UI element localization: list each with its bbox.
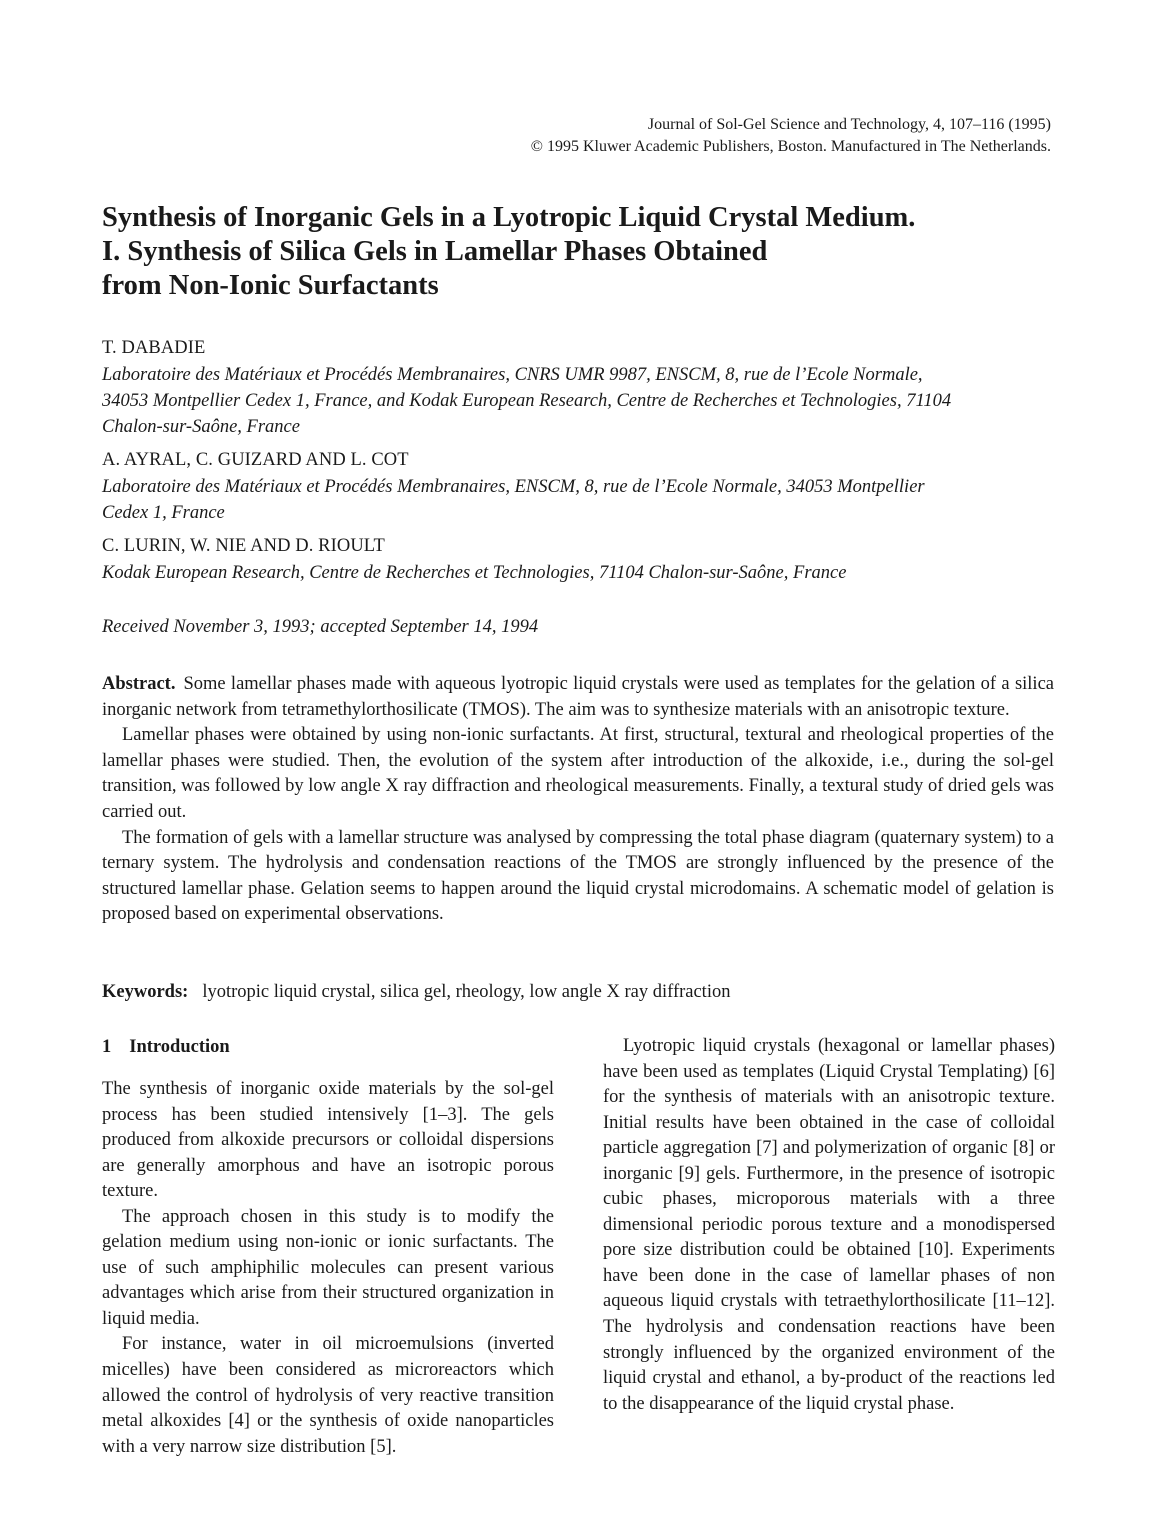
author-group [102, 448, 1054, 526]
section-title: Introduction [129, 1037, 230, 1057]
affiliation-line: Kodak European Research, Centre de Recherches et Technologies, 71104 Chalon-sur-Saône, France [102, 563, 847, 583]
body-paragraph: The approach chosen in this study is to modify the gelation medium using non-ionic or ionic surfactants. The use of such amphiphilic molecules can present various advantages which arise from their structured organization in liquid media. [102, 1206, 554, 1329]
affiliation-line: Laboratoire des Matériaux et Procédés Membranaires, ENSCM, 8, rue de l’Ecole Normale, 34053 Montpellier [102, 477, 925, 497]
abstract [102, 672, 1054, 928]
section-number: 1 [102, 1037, 112, 1057]
affiliation-line: Laboratoire des Matériaux et Procédés Membranaires, CNRS UMR 9987, ENSCM, 8, rue de l’Ecole Normale, [102, 365, 923, 385]
received-dates: Received November 3, 1993; accepted September 14, 1994 [102, 617, 539, 637]
keywords [102, 979, 730, 1005]
body-paragraph: The synthesis of inorganic oxide materials by the sol-gel process has been studied intensively [1–3]. The gels produced from alkoxide precursors or colloidal dispersions are generally amorphous and have an isotropic porous texture. [102, 1079, 554, 1202]
abstract-paragraph: The formation of gels with a lamellar structure was analysed by compressing the total phase diagram (quaternary system) to a ternary system. The hydrolysis and condensation reactions of the TMOS are strongly influenced by the presence of the structured lamellar phase. Gelation seems to happen around the liquid crystal microdomains. A schematic model of gelation is proposed based on experimental observations. [102, 827, 1054, 925]
author-group [102, 534, 1054, 586]
body-paragraph: Lyotropic liquid crystals (hexagonal or lamellar phases) have been used as templates (Liquid Crystal Templating) [6] for the synthesis of materials with an anisotropic texture. Initial results have been obtained in the case of colloidal particle aggregation [7] and polymerization of organic [8] or inorganic [9] gels. Furthermore, in the presence of isotropic cubic phases, microporous materials with a three dimensional periodic porous texture and a monodispersed pore size distribution could be obtained [10]. Experiments have been done in the case of lamellar phases of non aqueous liquid crystals with tetraethylorthosilicate [11–12]. The hydrolysis and condensation reactions have been strongly influenced by the organized environment of the liquid crystal and ethanol, a by-product of the reactions led to the disappearance of the liquid crystal phase. [603, 1036, 1055, 1414]
affiliation-line: 34053 Montpellier Cedex 1, France, and Kodak European Research, Centre de Recherches et Technologies, 71104 [102, 391, 952, 411]
abstract-label: Abstract. [102, 674, 176, 694]
abstract-paragraph: Lamellar phases were obtained by using non-ionic surfactants. At first, structural, textural and rheological properties of the lamellar phases were studied. Then, the evolution of the system after introduction of the alkoxide, i.e., during the sol-gel transition, was followed by low angle X ray diffraction and rheological measurements. Finally, a textural study of dried gels was carried out. [102, 725, 1054, 822]
title-line-1: Synthesis of Inorganic Gels in a Lyotropic Liquid Crystal Medium. [102, 202, 916, 233]
title-line-2: I. Synthesis of Silica Gels in Lamellar Phases Obtained [102, 236, 768, 267]
affiliation-line: Chalon-sur-Saône, France [102, 417, 300, 437]
paper-title [102, 201, 1052, 303]
author-affiliation [102, 362, 1054, 440]
author-list [102, 336, 1054, 594]
author-names: A. AYRAL, C. GUIZARD AND L. COT [102, 450, 409, 470]
abstract-paragraph [102, 672, 1054, 723]
journal-citation: Journal of Sol-Gel Science and Technology, 4, 107–116 (1995) [647, 116, 1051, 133]
author-group [102, 336, 1054, 440]
abstract-text: Some lamellar phases made with aqueous lyotropic liquid crystals were used as templates for the gelation of a silica inorganic network from tetramethylorthosilicate (TMOS). The aim was to synthesize materials with an anisotropic texture. [102, 674, 1054, 720]
author-names: C. LURIN, W. NIE AND D. RIOULT [102, 536, 385, 556]
affiliation-line: Cedex 1, France [102, 503, 225, 523]
copyright-notice: © 1995 Kluwer Academic Publishers, Boston. Manufactured in The Netherlands. [530, 138, 1051, 155]
body-paragraph: For instance, water in oil microemulsions (inverted micelles) have been considered as microreactors which allowed the control of hydrolysis of very reactive transition metal alkoxides [4] or the synthesis of oxide nanoparticles with a very narrow size distribution [5]. [102, 1334, 554, 1457]
keywords-label: Keywords: [102, 982, 189, 1002]
author-names: T. DABADIE [102, 338, 206, 358]
right-column [603, 1034, 1055, 1417]
left-column [102, 1034, 554, 1460]
keywords-text: lyotropic liquid crystal, silica gel, rheology, low angle X ray diffraction [202, 982, 731, 1002]
title-line-3: from Non-Ionic Surfactants [102, 270, 439, 301]
author-affiliation [102, 560, 1054, 586]
author-affiliation [102, 474, 1054, 526]
journal-header [531, 114, 1051, 158]
section-heading [102, 1034, 554, 1060]
